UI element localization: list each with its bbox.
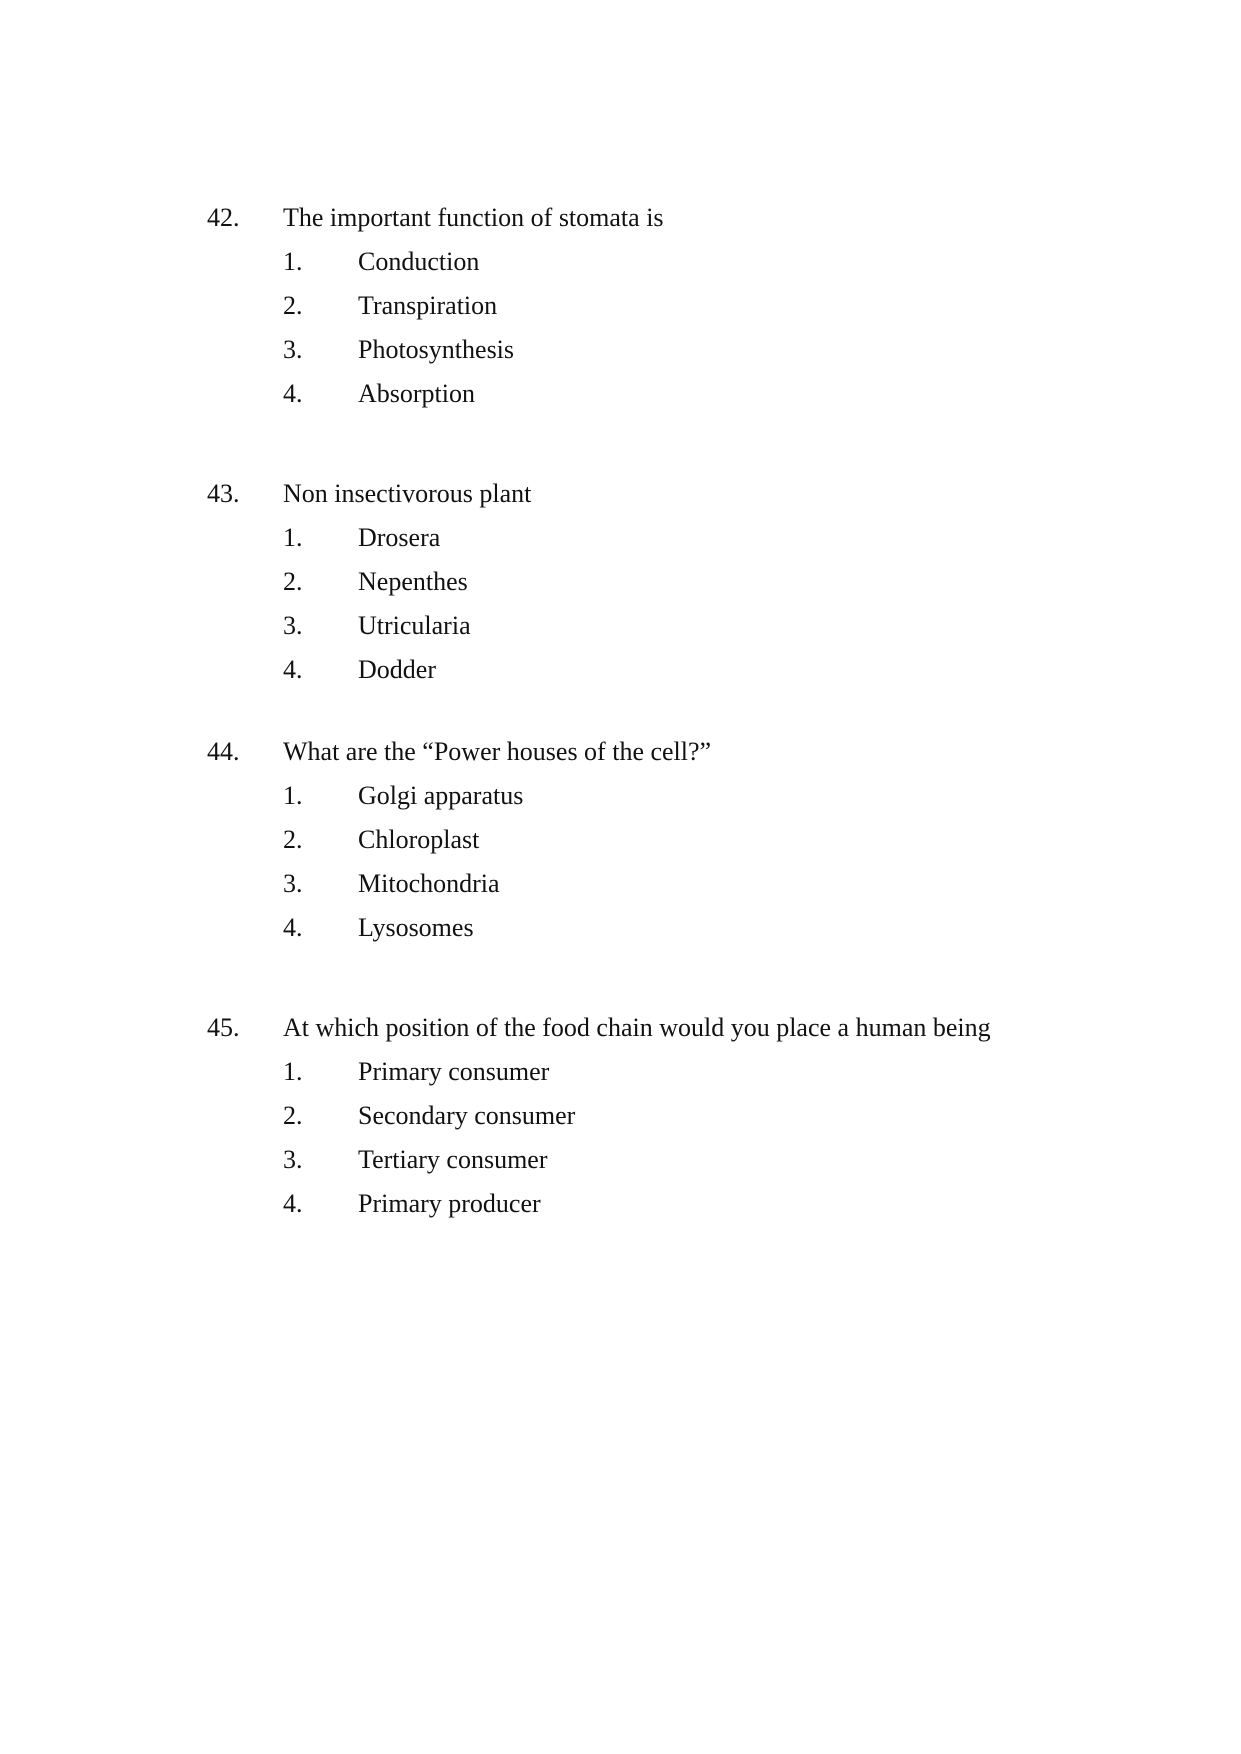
option-number: 1. [283,247,303,276]
option-item [0,1094,1241,1138]
option-number: 3. [283,611,303,640]
question-42 [0,196,1241,416]
option-text: Chloroplast [358,825,480,854]
question-number: 42. [207,203,240,232]
option-item [0,284,1241,328]
option-text: Lysosomes [358,913,474,942]
question-43 [0,472,1241,692]
option-text: Conduction [358,247,480,276]
option-number: 2. [283,567,303,596]
option-number: 3. [283,1145,303,1174]
question-text: At which position of the food chain would you place a human being [283,1013,991,1042]
option-item [0,906,1241,950]
option-number: 4. [283,379,303,408]
option-text: Transpiration [358,291,498,320]
option-text: Tertiary consumer [358,1145,548,1174]
option-text: Absorption [358,379,475,408]
option-number: 4. [283,655,303,684]
option-item [0,774,1241,818]
question-text: What are the “Power houses of the cell?” [283,737,712,766]
option-item [0,328,1241,372]
option-number: 3. [283,869,303,898]
question-number: 45. [207,1013,240,1042]
option-item [0,560,1241,604]
option-text: Primary consumer [358,1057,550,1086]
option-number: 1. [283,781,303,810]
question-44 [0,730,1241,950]
option-text: Drosera [358,523,441,552]
option-number: 4. [283,913,303,942]
question-number: 44. [207,737,240,766]
option-text: Nepenthes [358,567,468,596]
option-number: 2. [283,291,303,320]
question-stem [0,1006,1241,1050]
option-text: Golgi apparatus [358,781,524,810]
question-number: 43. [207,479,240,508]
option-number: 1. [283,1057,303,1086]
option-item [0,516,1241,560]
option-text: Photosynthesis [358,335,515,364]
option-item [0,1050,1241,1094]
question-stem [0,472,1241,516]
option-item [0,604,1241,648]
option-text: Dodder [358,655,436,684]
option-item [0,240,1241,284]
option-text: Primary producer [358,1189,541,1218]
option-item [0,1182,1241,1226]
question-stem [0,730,1241,774]
question-stem [0,196,1241,240]
option-item [0,862,1241,906]
option-text: Mitochondria [358,869,500,898]
option-number: 2. [283,1101,303,1130]
option-number: 4. [283,1189,303,1218]
option-item [0,648,1241,692]
option-item [0,372,1241,416]
option-text: Utricularia [358,611,471,640]
option-list [0,1050,1241,1226]
question-text: Non insectivorous plant [283,479,532,508]
question-45 [0,1006,1241,1226]
option-list [0,774,1241,950]
option-list [0,240,1241,416]
option-number: 2. [283,825,303,854]
option-text: Secondary consumer [358,1101,576,1130]
option-number: 3. [283,335,303,364]
option-item [0,818,1241,862]
option-item [0,1138,1241,1182]
option-list [0,516,1241,692]
option-number: 1. [283,523,303,552]
question-text: The important function of stomata is [283,203,664,232]
